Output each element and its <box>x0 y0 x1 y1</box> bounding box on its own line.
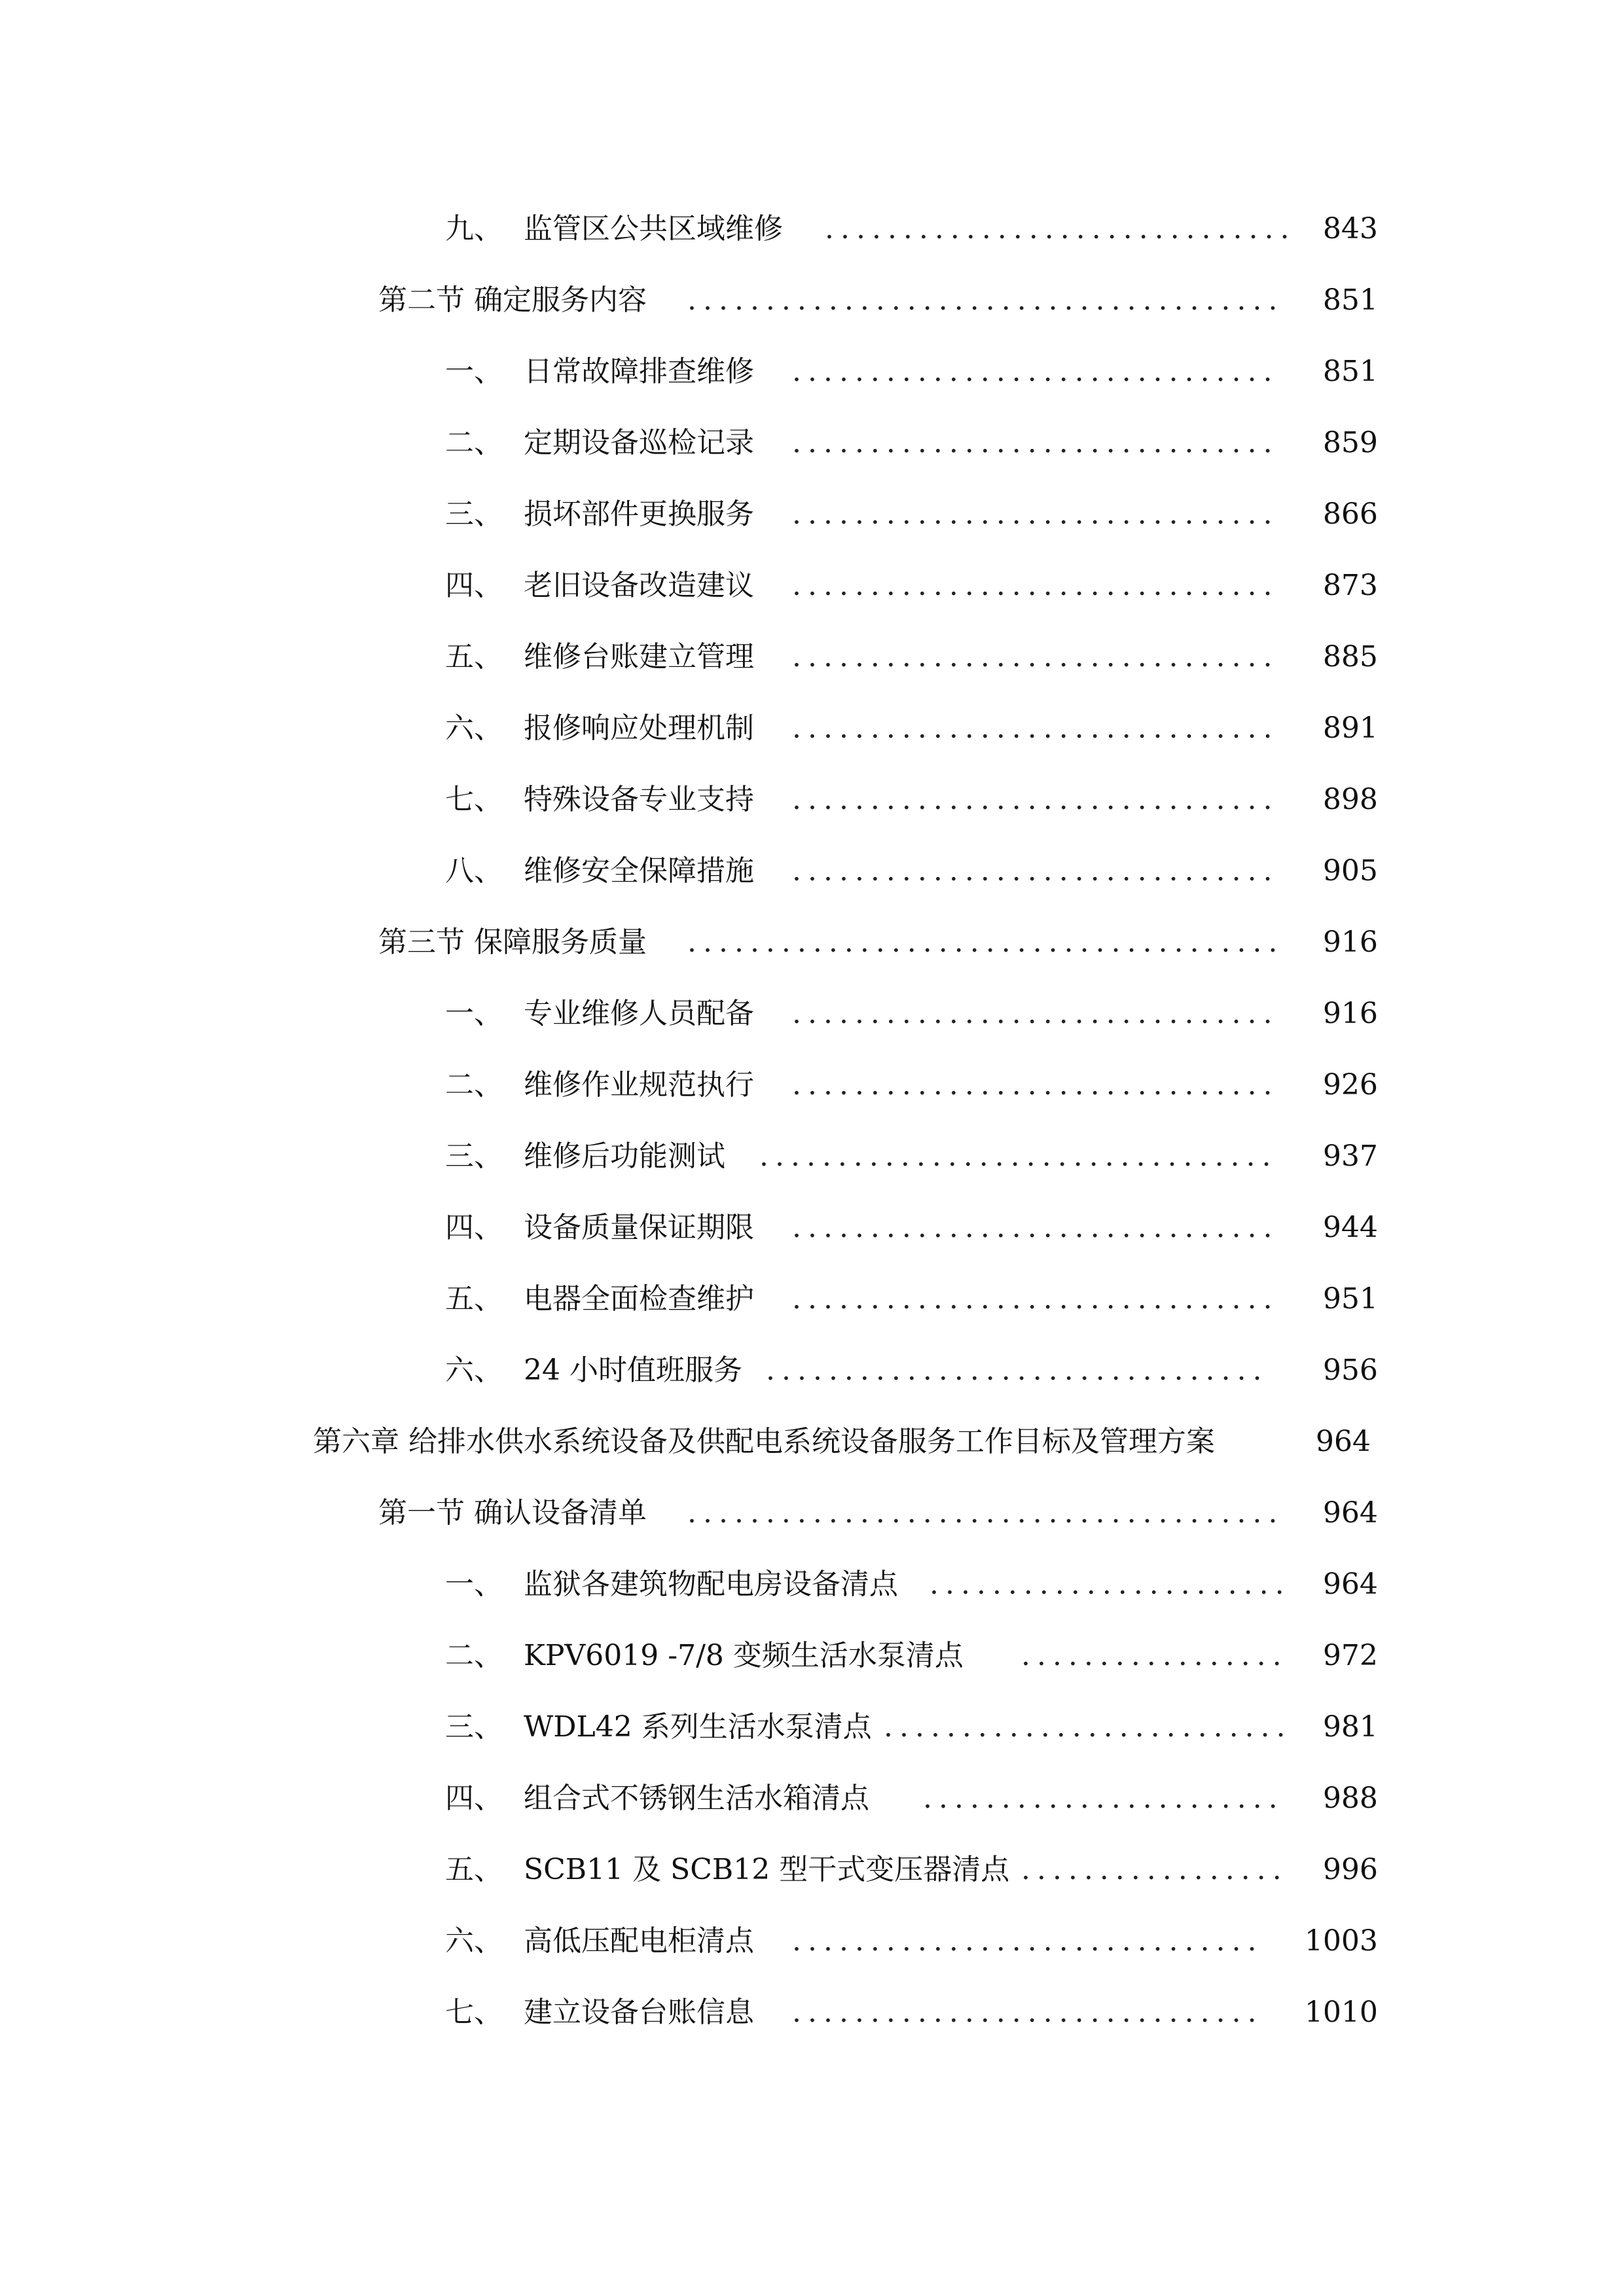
toc-entry-title: 损坏部件更换服务 <box>524 497 754 531</box>
toc-entry-number: 四、 <box>445 569 503 602</box>
toc-leader-dots: .............................. <box>792 1996 1263 2029</box>
toc-leader-dots: ............................... <box>792 997 1279 1030</box>
toc-leader-dots: ............................... <box>792 569 1279 602</box>
toc-entry-title: 建立设备台账信息 <box>524 1996 754 2029</box>
toc-entry-number: 三、 <box>445 1710 503 1744</box>
toc-entry[interactable] <box>0 845 1624 897</box>
toc-section-title: 第三节 保障服务质量 <box>378 925 647 959</box>
toc-entry-page: 843 <box>1323 212 1378 245</box>
toc-entry-number: 二、 <box>445 1639 503 1672</box>
toc-entry[interactable] <box>0 988 1624 1040</box>
toc-entry-page: 866 <box>1323 497 1378 531</box>
toc-entry-title: 监管区公共区域维修 <box>524 212 783 245</box>
toc-entry-number: 五、 <box>445 640 503 673</box>
toc-entry-page: 988 <box>1323 1782 1378 1815</box>
toc-entry[interactable] <box>0 1558 1624 1611</box>
toc-entry-number: 五、 <box>445 1282 503 1316</box>
toc-entry-number: 七、 <box>445 783 503 816</box>
toc-entry-title: 设备质量保证期限 <box>524 1211 754 1244</box>
toc-entry-number: 四、 <box>445 1782 503 1815</box>
toc-entry-number: 一、 <box>445 355 503 388</box>
toc-entry-page: 951 <box>1323 1282 1378 1316</box>
toc-section-title: 第一节 确认设备清单 <box>378 1496 647 1530</box>
toc-entry[interactable] <box>0 1344 1624 1397</box>
toc-chapter[interactable] <box>0 1416 1624 1468</box>
toc-entry-title: KPV6019 -7/8 变频生活水泵清点 <box>524 1639 964 1672</box>
toc-leader-dots: ............................... <box>792 711 1279 745</box>
toc-entry[interactable] <box>0 1986 1624 2039</box>
toc-leader-dots: ............................... <box>792 640 1279 673</box>
toc-entry-number: 三、 <box>445 1139 503 1173</box>
toc-entry-number: 七、 <box>445 1996 503 2029</box>
toc-entry-title: 监狱各建筑物配电房设备清点 <box>524 1568 898 1601</box>
toc-entry-number: 五、 <box>445 1853 503 1886</box>
toc-entry-title: 老旧设备改造建议 <box>524 569 754 602</box>
toc-entry-page: 891 <box>1323 711 1378 745</box>
toc-entry-title: 报修响应处理机制 <box>524 711 754 745</box>
toc-entry-page: 873 <box>1323 569 1378 602</box>
toc-entry[interactable] <box>0 1701 1624 1753</box>
toc-leader-dots: ...................................... <box>687 1496 1284 1530</box>
toc-entry-number: 九、 <box>445 212 503 245</box>
toc-entry[interactable] <box>0 1630 1624 1682</box>
toc-leader-dots: ....................... <box>923 1782 1284 1815</box>
toc-entry[interactable] <box>0 203 1624 255</box>
toc-entry-page: 1010 <box>1305 1996 1378 2029</box>
toc-leader-dots: ................................ <box>766 1354 1269 1387</box>
toc-entry-number: 二、 <box>445 426 503 459</box>
toc-leader-dots: .............................. <box>825 212 1296 245</box>
toc-entry[interactable] <box>0 631 1624 683</box>
toc-entry-title: 维修作业规范执行 <box>524 1068 754 1102</box>
toc-entry-page: 964 <box>1323 1496 1378 1530</box>
toc-entry-title: 电器全面检查维护 <box>524 1282 754 1316</box>
toc-entry-number: 一、 <box>445 997 503 1030</box>
toc-entry-number: 六、 <box>445 711 503 745</box>
toc-entry-title: WDL42 系列生活水泵清点 <box>524 1710 872 1744</box>
toc-entry-title: 维修台账建立管理 <box>524 640 754 673</box>
toc-entry-title: 维修安全保障措施 <box>524 854 754 888</box>
toc-entry-number: 一、 <box>445 1568 503 1601</box>
toc-entry-page: 937 <box>1323 1139 1378 1173</box>
toc-entry-page: 905 <box>1323 854 1378 888</box>
toc-entry[interactable] <box>0 417 1624 469</box>
toc-entry[interactable] <box>0 1273 1624 1325</box>
toc-entry-number: 八、 <box>445 854 503 888</box>
toc-entry-page: 916 <box>1323 997 1378 1030</box>
toc-entry-number: 六、 <box>445 1354 503 1387</box>
toc-entry-number: 二、 <box>445 1068 503 1102</box>
toc-leader-dots: ............................... <box>792 497 1279 531</box>
toc-entry-page: 926 <box>1323 1068 1378 1102</box>
toc-entry[interactable] <box>0 1130 1624 1183</box>
toc-leader-dots: ................................. <box>759 1139 1278 1173</box>
toc-leader-dots: ...................................... <box>687 925 1284 959</box>
toc-entry-number: 四、 <box>445 1211 503 1244</box>
toc-entry[interactable] <box>0 1772 1624 1825</box>
toc-entry-title: 24 小时值班服务 <box>524 1354 742 1387</box>
toc-entry[interactable] <box>0 560 1624 612</box>
toc-entry[interactable] <box>0 488 1624 541</box>
toc-entry-page: 996 <box>1323 1853 1378 1886</box>
toc-entry-page: 885 <box>1323 640 1378 673</box>
toc-section[interactable] <box>0 916 1624 969</box>
toc-entry[interactable] <box>0 1059 1624 1111</box>
toc-leader-dots: ................. <box>1021 1853 1288 1886</box>
toc-entry-title: 组合式不锈钢生活水箱清点 <box>524 1782 869 1815</box>
toc-chapter-title: 第六章 给排水供水系统设备及供配电系统设备服务工作目标及管理方案 <box>313 1425 1215 1458</box>
toc-entry-title: 日常故障排查维修 <box>524 355 754 388</box>
toc-entry-page: 851 <box>1323 355 1378 388</box>
toc-entry-title: 定期设备巡检记录 <box>524 426 754 459</box>
toc-entry-number: 六、 <box>445 1924 503 1958</box>
toc-entry-title: 高低压配电柜清点 <box>524 1924 754 1958</box>
toc-entry[interactable] <box>0 774 1624 826</box>
toc-leader-dots: ............................... <box>792 1068 1279 1102</box>
toc-entry-page: 964 <box>1316 1425 1371 1458</box>
toc-entry-page: 956 <box>1323 1354 1378 1387</box>
toc-entry-page: 916 <box>1323 925 1378 959</box>
toc-entry[interactable] <box>0 1844 1624 1896</box>
toc-leader-dots: ............................... <box>792 854 1279 888</box>
toc-leader-dots: ...................................... <box>687 283 1284 317</box>
toc-leader-dots: .......................... <box>884 1710 1292 1744</box>
toc-section[interactable] <box>0 274 1624 327</box>
toc-entry[interactable] <box>0 1202 1624 1254</box>
toc-entry-page: 944 <box>1323 1211 1378 1244</box>
toc-section-title: 第二节 确定服务内容 <box>378 283 647 317</box>
toc-entry-page: 972 <box>1323 1639 1378 1672</box>
toc-leader-dots: ............................... <box>792 355 1279 388</box>
toc-entry-page: 851 <box>1323 283 1378 317</box>
toc-entry-title: SCB11 及 SCB12 型干式变压器清点 <box>524 1853 1010 1886</box>
toc-entry[interactable] <box>0 702 1624 755</box>
toc-entry-title: 维修后功能测试 <box>524 1139 725 1173</box>
toc-entry-number: 三、 <box>445 497 503 531</box>
toc-entry-page: 981 <box>1323 1710 1378 1744</box>
toc-entry[interactable] <box>0 346 1624 398</box>
toc-leader-dots: ............................... <box>792 1211 1279 1244</box>
toc-entry-page: 964 <box>1323 1568 1378 1601</box>
toc-leader-dots: ............................... <box>792 1282 1279 1316</box>
toc-leader-dots: ....................... <box>929 1568 1291 1601</box>
toc-entry[interactable] <box>0 1915 1624 1967</box>
toc-leader-dots: ............................... <box>792 426 1279 459</box>
toc-leader-dots: ............................... <box>792 783 1279 816</box>
toc-leader-dots: .............................. <box>792 1924 1263 1958</box>
toc-entry-title: 专业维修人员配备 <box>524 997 754 1030</box>
toc-section[interactable] <box>0 1487 1624 1539</box>
toc-entry-page: 859 <box>1323 426 1378 459</box>
toc-leader-dots: ................. <box>1021 1639 1288 1672</box>
toc-entry-page: 898 <box>1323 783 1378 816</box>
toc-entry-page: 1003 <box>1305 1924 1378 1958</box>
toc-entry-title: 特殊设备专业支持 <box>524 783 754 816</box>
